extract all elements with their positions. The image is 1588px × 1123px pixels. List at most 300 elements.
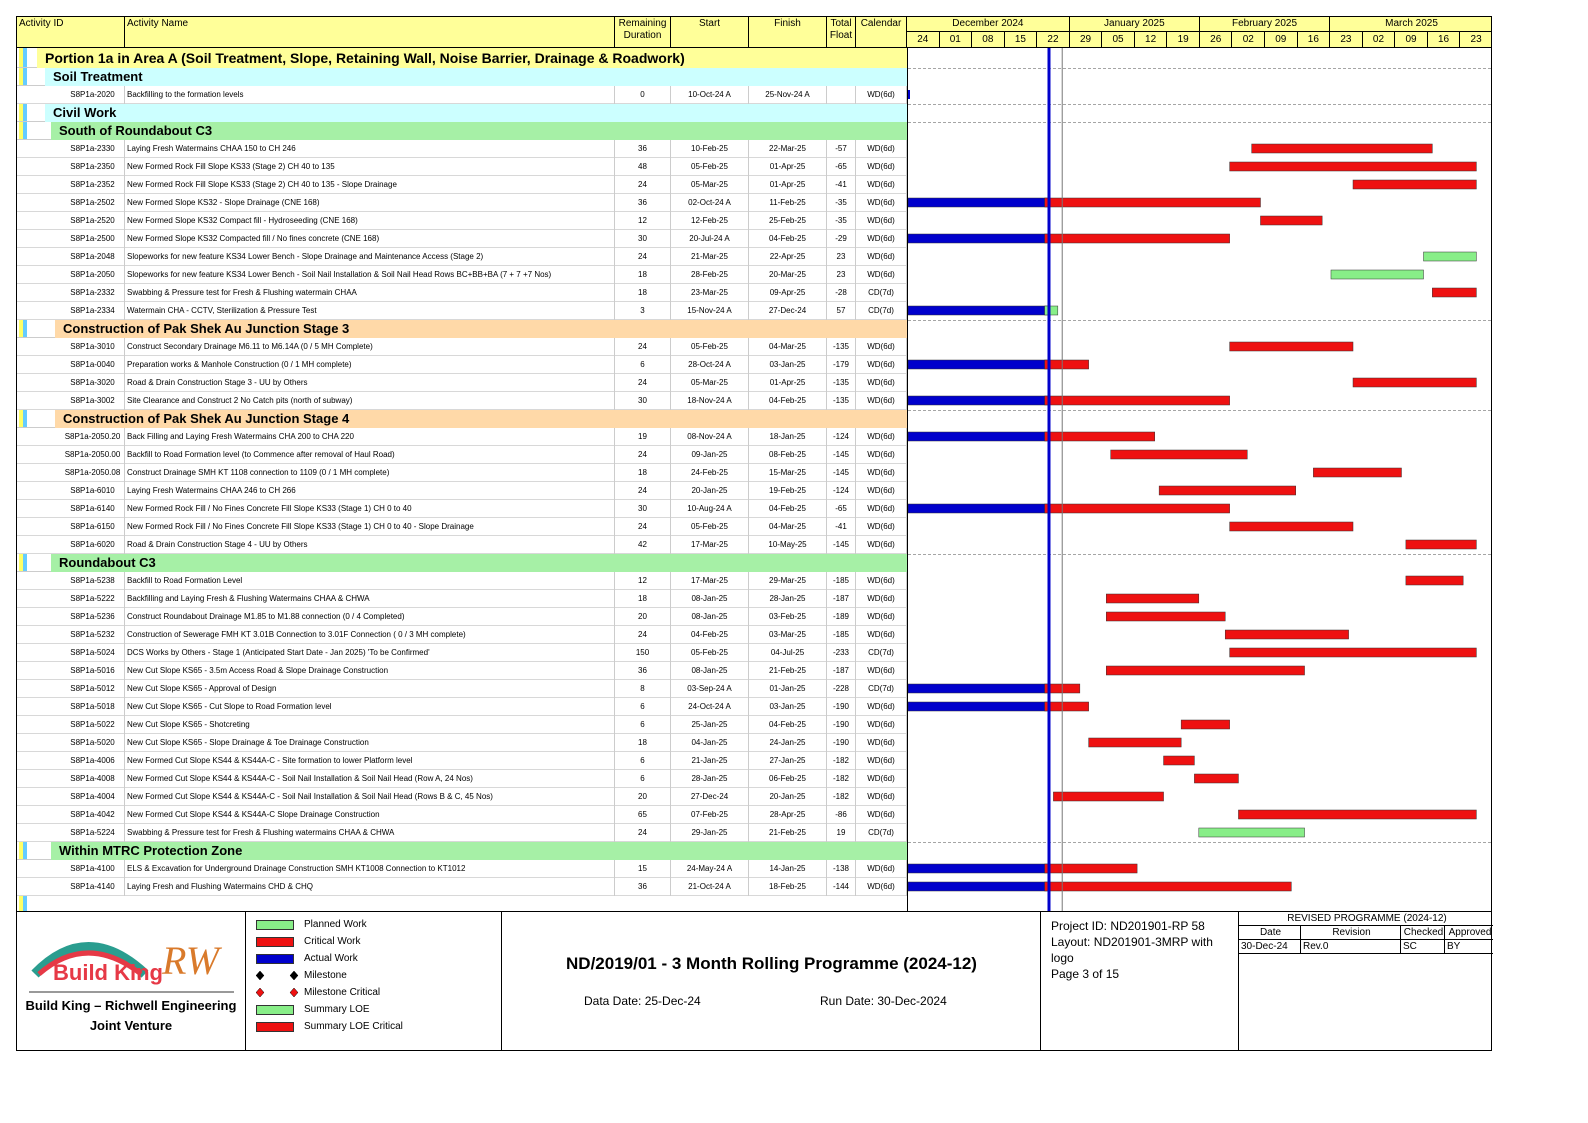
week-label: 02 <box>1233 32 1266 47</box>
calendar-cell: WD(6d) <box>856 374 907 392</box>
total-float-cell: -35 <box>827 212 856 230</box>
critical-bar[interactable] <box>1432 288 1476 297</box>
group-header[interactable] <box>17 554 907 572</box>
calendar-cell: WD(6d) <box>856 590 907 608</box>
activity-row[interactable] <box>17 230 907 248</box>
remaining-duration-cell: 24 <box>615 824 671 842</box>
group-header[interactable] <box>17 68 907 86</box>
total-float-cell: -124 <box>827 482 856 500</box>
finish-cell: 27-Dec-24 <box>749 302 827 320</box>
critical-bar[interactable] <box>1045 432 1155 441</box>
critical-bar[interactable] <box>1353 378 1476 387</box>
finish-cell: 08-Feb-25 <box>749 446 827 464</box>
critical-bar[interactable] <box>1230 162 1477 171</box>
run-date: Run Date: 30-Dec-2024 <box>820 994 947 1008</box>
critical-bar[interactable] <box>1089 738 1182 747</box>
total-float-cell: -86 <box>827 806 856 824</box>
start-cell: 03-Sep-24 A <box>671 680 749 698</box>
group-title: Roundabout C3 <box>59 555 156 570</box>
activity-row[interactable] <box>17 356 907 374</box>
legend-label: Summary LOE <box>304 1004 370 1015</box>
calendar-cell: WD(6d) <box>856 536 907 554</box>
critical-bar[interactable] <box>1045 396 1230 405</box>
activity-row[interactable] <box>17 572 907 590</box>
start-cell: 10-Oct-24 A <box>671 86 749 104</box>
group-fill <box>51 554 907 572</box>
week-label: 02 <box>1363 32 1396 47</box>
remaining-duration-cell: 150 <box>615 644 671 662</box>
company-logo <box>17 912 246 1050</box>
activity-name-cell: DCS Works by Others - Stage 1 (Anticipated Start Date - Jan 2025) 'To be Confirmed' <box>125 644 615 662</box>
activity-name-cell: Laying Fresh Watermains CHAA 246 to CH 266 <box>125 482 615 500</box>
week-label: 09 <box>1395 32 1428 47</box>
total-float-cell: -185 <box>827 626 856 644</box>
activity-row[interactable] <box>17 608 907 626</box>
actual-bar[interactable] <box>908 504 1049 513</box>
activity-name-cell: New Cut Slope KS65 - Approval of Design <box>125 680 615 698</box>
total-float-cell: -145 <box>827 536 856 554</box>
total-float-cell: -65 <box>827 158 856 176</box>
start-cell: 29-Jan-25 <box>671 824 749 842</box>
col-activity-id[interactable]: Activity ID <box>17 17 125 47</box>
total-float-cell: -182 <box>827 752 856 770</box>
activity-id-cell: S8P1a-4042 <box>61 806 125 824</box>
remaining-duration-cell: 24 <box>615 338 671 356</box>
calendar-cell: CD(7d) <box>856 644 907 662</box>
total-float-cell: -187 <box>827 662 856 680</box>
start-cell: 09-Jan-25 <box>671 446 749 464</box>
calendar-cell: WD(6d) <box>856 518 907 536</box>
total-float-cell: -41 <box>827 518 856 536</box>
finish-cell: 25-Nov-24 A <box>749 86 827 104</box>
group-title: Soil Treatment <box>53 69 143 84</box>
rev-date: 30-Dec-24 <box>1239 940 1301 954</box>
critical-bar[interactable] <box>1164 756 1195 765</box>
critical-bar[interactable] <box>1181 720 1229 729</box>
activity-row[interactable] <box>17 716 907 734</box>
finish-cell: 01-Jan-25 <box>749 680 827 698</box>
total-float-cell: -189 <box>827 608 856 626</box>
actual-bar[interactable] <box>908 396 1049 405</box>
total-float-cell: -138 <box>827 860 856 878</box>
activity-row[interactable] <box>17 482 907 500</box>
activity-row[interactable] <box>17 428 907 446</box>
critical-bar[interactable] <box>1159 486 1296 495</box>
start-cell: 08-Jan-25 <box>671 590 749 608</box>
activity-name-cell: Backfilling to the formation levels <box>125 86 615 104</box>
activity-row[interactable] <box>17 680 907 698</box>
critical-bar[interactable] <box>1045 702 1089 711</box>
legend-label: Planned Work <box>304 919 367 930</box>
finish-cell: 03-Feb-25 <box>749 608 827 626</box>
activity-id-cell: S8P1a-5016 <box>61 662 125 680</box>
calendar-cell: WD(6d) <box>856 806 907 824</box>
activity-id-cell: S8P1a-0040 <box>61 356 125 374</box>
remaining-duration-cell: 30 <box>615 500 671 518</box>
critical-bar[interactable] <box>1045 882 1292 891</box>
activity-row[interactable] <box>17 788 907 806</box>
planned-bar[interactable] <box>1199 828 1305 837</box>
finish-cell: 04-Mar-25 <box>749 518 827 536</box>
remaining-duration-cell: 36 <box>615 878 671 896</box>
calendar-cell: WD(6d) <box>856 446 907 464</box>
activity-name-cell: New Cut Slope KS65 - 3.5m Access Road & Slope Drainage Construction <box>125 662 615 680</box>
critical-bar[interactable] <box>1045 198 1261 207</box>
critical-bar[interactable] <box>1238 810 1476 819</box>
activity-name-cell: Road & Drain Construction Stage 4 - UU by Others <box>125 536 615 554</box>
activity-id-cell: S8P1a-5022 <box>61 716 125 734</box>
start-cell: 08-Jan-25 <box>671 608 749 626</box>
group-header[interactable] <box>17 104 907 122</box>
actual-bar[interactable] <box>908 882 1049 891</box>
critical-bar[interactable] <box>1045 234 1230 243</box>
critical-bar[interactable] <box>1194 774 1238 783</box>
activity-name-cell: New Formed Slope KS32 - Slope Drainage (CNE 168) <box>125 194 615 212</box>
week-label: 16 <box>1298 32 1331 47</box>
activity-name-cell: New Formed Rock Fill / No Fines Concrete Fill Slope KS33 (Stage 1) CH 0 to 40 - Slope Drainage <box>125 518 615 536</box>
activity-id-cell: S8P1a-2520 <box>61 212 125 230</box>
start-cell: 28-Oct-24 A <box>671 356 749 374</box>
actual-bar[interactable] <box>908 198 1049 207</box>
remaining-duration-cell: 18 <box>615 590 671 608</box>
activity-row[interactable] <box>17 284 907 302</box>
week-label: 22 <box>1037 32 1070 47</box>
calendar-cell: WD(6d) <box>856 878 907 896</box>
remaining-duration-cell: 24 <box>615 626 671 644</box>
week-label: 26 <box>1200 32 1233 47</box>
total-float-cell: -124 <box>827 428 856 446</box>
remaining-duration-cell: 18 <box>615 734 671 752</box>
activity-row[interactable] <box>17 662 907 680</box>
activity-row[interactable] <box>17 518 907 536</box>
remaining-duration-cell: 24 <box>615 482 671 500</box>
actual-bar[interactable] <box>908 234 1049 243</box>
critical-bar[interactable] <box>1230 522 1353 531</box>
finish-cell: 21-Feb-25 <box>749 824 827 842</box>
col-total-float[interactable]: Total Float <box>827 17 856 47</box>
start-cell: 25-Jan-25 <box>671 716 749 734</box>
programme-title: ND/2019/01 - 3 Month Rolling Programme (2024-12) <box>566 954 977 973</box>
critical-bar[interactable] <box>1406 576 1463 585</box>
finish-cell: 04-Feb-25 <box>749 230 827 248</box>
activity-id-cell: S8P1a-6020 <box>61 536 125 554</box>
critical-bar[interactable] <box>1045 504 1230 513</box>
month-label: December 2024 <box>907 17 1070 31</box>
activity-row[interactable] <box>17 644 907 662</box>
activity-name-cell: Construction of Sewerage FMH KT 3.01B Connection to 3.01F Connection ( 0 / 3 MH complete) <box>125 626 615 644</box>
finish-cell: 10-May-25 <box>749 536 827 554</box>
total-float-cell: -187 <box>827 590 856 608</box>
legend-label: Milestone <box>304 970 347 981</box>
finish-cell: 04-Feb-25 <box>749 500 827 518</box>
actual-bar[interactable] <box>908 702 1049 711</box>
col-finish[interactable]: Finish <box>749 17 827 47</box>
start-cell: 21-Mar-25 <box>671 248 749 266</box>
activity-row[interactable] <box>17 770 907 788</box>
rev-head-revision: Revision <box>1301 926 1401 940</box>
activity-name-cell: New Formed Cut Slope KS44 & KS44A-C - Soil Nail Installation & Soil Nail Head (Row A, 24 Nos) <box>125 770 615 788</box>
critical-bar[interactable] <box>1313 468 1401 477</box>
activity-name-cell: New Formed Rock Fill Slope KS33 (Stage 2) CH 40 to 135 <box>125 158 615 176</box>
actual-bar[interactable] <box>908 360 1049 369</box>
finish-cell: 04-Mar-25 <box>749 338 827 356</box>
critical-bar[interactable] <box>1252 144 1433 153</box>
start-cell: 07-Feb-25 <box>671 806 749 824</box>
actual-bar[interactable] <box>908 864 1049 873</box>
total-float-cell: -179 <box>827 356 856 374</box>
calendar-cell: CD(7d) <box>856 824 907 842</box>
activity-name-cell: Swabbing & Pressure test for Fresh & Flushing watermain CHAA <box>125 284 615 302</box>
rev-checked: SC <box>1401 940 1445 954</box>
finish-cell: 03-Mar-25 <box>749 626 827 644</box>
gantt-chart <box>907 48 1492 912</box>
activity-row[interactable] <box>17 374 907 392</box>
remaining-duration-cell: 6 <box>615 698 671 716</box>
activity-row[interactable] <box>17 860 907 878</box>
legend-swatch <box>256 954 294 964</box>
activity-row[interactable] <box>17 878 907 896</box>
total-float-cell: -28 <box>827 284 856 302</box>
finish-cell: 19-Feb-25 <box>749 482 827 500</box>
finish-cell: 01-Apr-25 <box>749 374 827 392</box>
finish-cell: 24-Jan-25 <box>749 734 827 752</box>
activity-row[interactable] <box>17 392 907 410</box>
remaining-duration-cell: 8 <box>615 680 671 698</box>
col-remaining-duration[interactable]: Remaining Duration <box>615 17 671 47</box>
total-float-cell: 19 <box>827 824 856 842</box>
finish-cell: 29-Mar-25 <box>749 572 827 590</box>
start-cell: 05-Feb-25 <box>671 644 749 662</box>
logo-brand2: RW <box>162 938 220 983</box>
total-float-cell: -228 <box>827 680 856 698</box>
activity-row[interactable] <box>17 500 907 518</box>
activity-row[interactable] <box>17 212 907 230</box>
group-fill <box>45 68 907 86</box>
activity-name-cell: Slopeworks for new feature KS34 Lower Bench - Soil Nail Installation & Soil Nail Head Rows BC+BB+BA (7 + 7 +7 Nos) <box>125 266 615 284</box>
total-float-cell: -35 <box>827 194 856 212</box>
calendar-cell: WD(6d) <box>856 212 907 230</box>
activity-name-cell: Laying Fresh and Flushing Watermains CHD & CHQ <box>125 878 615 896</box>
remaining-duration-cell: 12 <box>615 212 671 230</box>
actual-bar[interactable] <box>908 684 1049 693</box>
group-title: Construction of Pak Shek Au Junction Stage 4 <box>63 411 350 426</box>
col-calendar[interactable]: Calendar <box>856 17 907 47</box>
activity-id-cell: S8P1a-5024 <box>61 644 125 662</box>
remaining-duration-cell: 6 <box>615 716 671 734</box>
week-label: 01 <box>940 32 973 47</box>
remaining-duration-cell: 30 <box>615 392 671 410</box>
start-cell: 21-Oct-24 A <box>671 878 749 896</box>
rev-revision: Rev.0 <box>1301 940 1401 954</box>
start-cell: 08-Jan-25 <box>671 662 749 680</box>
planned-bar[interactable] <box>1045 306 1058 315</box>
legend-swatch <box>256 1005 294 1015</box>
calendar-cell: CD(7d) <box>856 680 907 698</box>
activity-row[interactable] <box>17 824 907 842</box>
group-header[interactable] <box>17 842 907 860</box>
critical-bar[interactable] <box>1230 648 1477 657</box>
start-cell: 10-Aug-24 A <box>671 500 749 518</box>
critical-bar[interactable] <box>1053 792 1163 801</box>
finish-cell: 09-Apr-25 <box>749 284 827 302</box>
start-cell: 08-Nov-24 A <box>671 428 749 446</box>
activity-id-cell: S8P1a-2350 <box>61 158 125 176</box>
milestone-icon <box>256 967 302 984</box>
start-cell: 28-Feb-25 <box>671 266 749 284</box>
month-label: January 2025 <box>1070 17 1200 31</box>
total-float-cell: -145 <box>827 446 856 464</box>
total-float-cell: 23 <box>827 248 856 266</box>
calendar-cell: WD(6d) <box>856 860 907 878</box>
activity-row[interactable] <box>17 446 907 464</box>
week-label: 15 <box>1005 32 1038 47</box>
activity-row[interactable] <box>17 752 907 770</box>
layout-name: Layout: ND201901-3MRP with logo <box>1051 935 1213 965</box>
critical-bar[interactable] <box>1353 180 1476 189</box>
planned-bar[interactable] <box>1424 252 1477 261</box>
critical-bar[interactable] <box>1045 360 1089 369</box>
finish-cell: 20-Jan-25 <box>749 788 827 806</box>
start-cell: 18-Nov-24 A <box>671 392 749 410</box>
group-fill <box>45 104 907 122</box>
activity-row[interactable] <box>17 302 907 320</box>
group-title: South of Roundabout C3 <box>59 123 213 138</box>
activity-row[interactable] <box>17 698 907 716</box>
actual-bar[interactable] <box>908 432 1049 441</box>
start-cell: 10-Feb-25 <box>671 140 749 158</box>
calendar-cell: WD(6d) <box>856 176 907 194</box>
remaining-duration-cell: 6 <box>615 752 671 770</box>
finish-cell: 28-Apr-25 <box>749 806 827 824</box>
activity-row[interactable] <box>17 86 907 104</box>
activity-row[interactable] <box>17 176 907 194</box>
start-cell: 05-Mar-25 <box>671 176 749 194</box>
critical-bar[interactable] <box>1106 612 1225 621</box>
critical-bar[interactable] <box>1230 342 1353 351</box>
legend-label: Critical Work <box>304 936 361 947</box>
finish-cell: 01-Apr-25 <box>749 158 827 176</box>
calendar-cell: WD(6d) <box>856 140 907 158</box>
calendar-cell: WD(6d) <box>856 662 907 680</box>
calendar-cell: WD(6d) <box>856 86 907 104</box>
calendar-cell: WD(6d) <box>856 770 907 788</box>
total-float-cell: -185 <box>827 572 856 590</box>
remaining-duration-cell: 12 <box>615 572 671 590</box>
activity-row[interactable] <box>17 338 907 356</box>
footer <box>16 912 1492 1051</box>
activity-row[interactable] <box>17 158 907 176</box>
critical-bar[interactable] <box>1111 450 1248 459</box>
group-header[interactable] <box>17 48 907 68</box>
start-cell: 20-Jul-24 A <box>671 230 749 248</box>
group-header[interactable] <box>17 410 907 428</box>
col-start[interactable]: Start <box>671 17 749 47</box>
remaining-duration-cell: 42 <box>615 536 671 554</box>
activity-name-cell: Preparation works & Manhole Construction (0 / 1 MH complete) <box>125 356 615 374</box>
remaining-duration-cell: 24 <box>615 374 671 392</box>
calendar-cell: WD(6d) <box>856 608 907 626</box>
total-float-cell: -233 <box>827 644 856 662</box>
activity-row[interactable] <box>17 806 907 824</box>
company-line1: Build King – Richwell Engineering <box>25 998 237 1013</box>
activity-row[interactable] <box>17 626 907 644</box>
total-float-cell: -29 <box>827 230 856 248</box>
group-header[interactable] <box>17 122 907 140</box>
completed-marker <box>908 90 910 99</box>
planned-bar[interactable] <box>1331 270 1424 279</box>
week-label: 19 <box>1167 32 1200 47</box>
critical-bar[interactable] <box>1260 216 1322 225</box>
remaining-duration-cell: 6 <box>615 770 671 788</box>
total-float-cell: -135 <box>827 392 856 410</box>
finish-cell: 22-Apr-25 <box>749 248 827 266</box>
col-activity-name[interactable]: Activity Name <box>125 17 615 47</box>
activity-row[interactable] <box>17 140 907 158</box>
activity-id-cell: S8P1a-4006 <box>61 752 125 770</box>
finish-cell: 03-Jan-25 <box>749 356 827 374</box>
column-header <box>17 17 1492 48</box>
critical-bar[interactable] <box>1045 864 1138 873</box>
critical-bar[interactable] <box>1106 594 1199 603</box>
remaining-duration-cell: 20 <box>615 788 671 806</box>
critical-bar[interactable] <box>1406 540 1476 549</box>
revision-box <box>1239 912 1493 1050</box>
activity-name-cell: Construct Roundabout Drainage M1.85 to M1.88 connection (0 / 4 Completed) <box>125 608 615 626</box>
calendar-cell: WD(6d) <box>856 392 907 410</box>
legend-label: Actual Work <box>304 953 358 964</box>
activity-name-cell: Slopeworks for new feature KS34 Lower Bench - Slope Drainage and Maintenance Access (Stage 2) <box>125 248 615 266</box>
start-cell: 24-Oct-24 A <box>671 698 749 716</box>
total-float-cell: -190 <box>827 698 856 716</box>
activity-row[interactable] <box>17 194 907 212</box>
rev-head-checked: Checked <box>1401 926 1445 940</box>
calendar-cell: WD(6d) <box>856 428 907 446</box>
gantt-frame <box>16 16 1492 912</box>
group-header[interactable] <box>17 320 907 338</box>
activity-row[interactable] <box>17 464 907 482</box>
finish-cell: 04-Jul-25 <box>749 644 827 662</box>
week-label: 23 <box>1460 32 1492 47</box>
activity-id-cell: S8P1a-2332 <box>61 284 125 302</box>
total-float-cell: -145 <box>827 464 856 482</box>
activity-name-cell: ELS & Excavation for Underground Drainage Construction SMH KT1008 Connection to KT1012 <box>125 860 615 878</box>
remaining-duration-cell: 0 <box>615 86 671 104</box>
activity-row[interactable] <box>17 536 907 554</box>
finish-cell: 21-Feb-25 <box>749 662 827 680</box>
activity-row[interactable] <box>17 248 907 266</box>
critical-bar[interactable] <box>1225 630 1348 639</box>
activity-name-cell: Watermain CHA - CCTV, Sterilization & Pressure Test <box>125 302 615 320</box>
week-label: 23 <box>1330 32 1363 47</box>
activity-row[interactable] <box>17 590 907 608</box>
activity-name-cell: New Formed Slope KS32 Compact fill - Hydroseeding (CNE 168) <box>125 212 615 230</box>
activity-name-cell: New Formed Cut Slope KS44 & KS44A-C - Site formation to lower Platform level <box>125 752 615 770</box>
activity-row[interactable] <box>17 266 907 284</box>
actual-bar[interactable] <box>908 306 1049 315</box>
legend-swatch <box>256 920 294 930</box>
critical-bar[interactable] <box>1106 666 1304 675</box>
remaining-duration-cell: 36 <box>615 662 671 680</box>
activity-name-cell: New Formed Cut Slope KS44 & KS44A-C Slope Drainage Construction <box>125 806 615 824</box>
activity-name-cell: Laying Fresh Watermains CHAA 150 to CH 246 <box>125 140 615 158</box>
finish-cell: 15-Mar-25 <box>749 464 827 482</box>
activity-row[interactable] <box>17 734 907 752</box>
activity-id-cell: S8P1a-2050 <box>61 266 125 284</box>
finish-cell: 04-Feb-25 <box>749 716 827 734</box>
activity-id-cell: S8P1a-4008 <box>61 770 125 788</box>
group-title: Portion 1a in Area A (Soil Treatment, Slope, Retaining Wall, Noise Barrier, Drainage & Roadwork) <box>45 50 685 66</box>
start-cell: 24-May-24 A <box>671 860 749 878</box>
